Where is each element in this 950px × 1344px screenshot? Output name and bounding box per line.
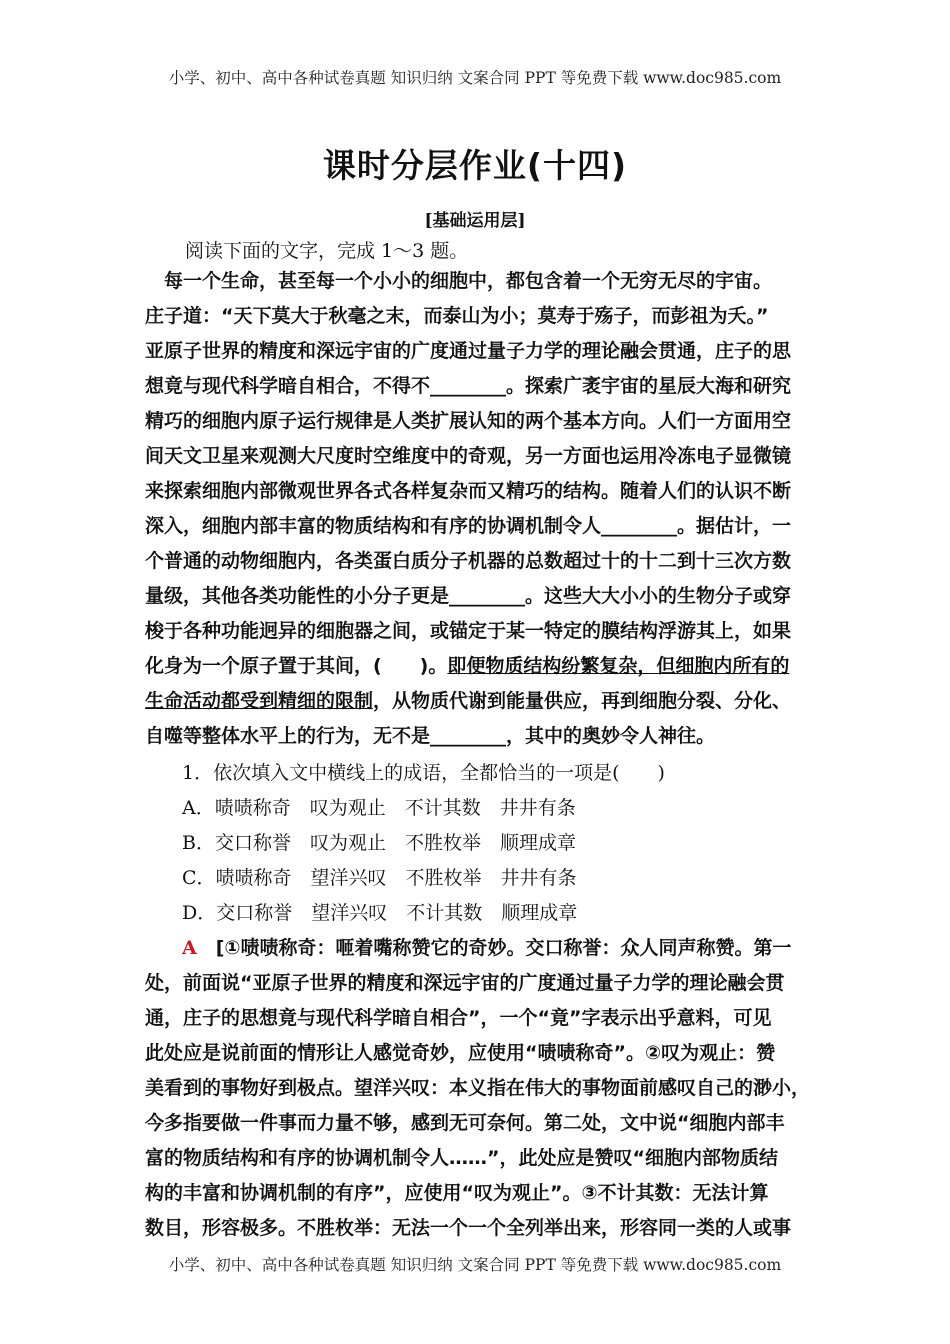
passage-line: 个普通的动物细胞内，各类蛋白质分子机器的总数超过十的十二到十三次方数 <box>145 550 792 572</box>
passage-line: 深入，细胞内部丰富的物质结构和有序的协调机制令人________。据估计，一 <box>145 515 792 537</box>
passage-line: 来探索细胞内部微观世界各式各样复杂而又精巧的结构。随着人们的认识不断 <box>145 480 792 502</box>
answer-text: [①啧啧称奇：咂着嘴称赞它的奇妙。交口称誉：众人同声称赞。第一 <box>196 937 792 959</box>
passage-line: 精巧的细胞内原子运行规律是人类扩展认知的两个基本方向。人们一方面用空 <box>145 410 792 432</box>
page-footer: 小学、初中、高中各种试卷真题 知识归纳 文案合同 PPT 等免费下载 www.doc985.com <box>168 1256 782 1274</box>
passage-line: 间天文卫星来观测大尺度时空维度中的奇观，另一方面也运用冷冻电子显微镜 <box>145 445 792 467</box>
underlined-sentence: 生命活动都受到精细的限制 <box>145 690 374 712</box>
section-level-label: [基础运用层] <box>424 211 526 231</box>
passage-line <box>145 688 810 714</box>
answer-line: 处，前面说“亚原子世界的精度和深远宇宙的广度通过量子力学的理论融会贯 <box>145 972 785 994</box>
option-c: C．啧啧称奇 望洋兴叹 不胜枚举 井井有条 <box>182 867 577 889</box>
answer-letter: A <box>182 937 197 959</box>
passage-line: 自噬等整体水平上的行为，无不是________，其中的奥妙令人神往。 <box>145 725 716 747</box>
passage-text: ，从物质代谢到能量供应，再到细胞分裂、分化、 <box>373 690 792 712</box>
answer-line: 通，庄子的思想竟与现代科学暗自相合”，一个“竟”字表示出乎意料，可见 <box>145 1007 772 1029</box>
passage-text: 化身为一个原子置于其间，( )。 <box>145 655 448 677</box>
passage-line: 每一个生命，甚至每一个小小的细胞中，都包含着一个无穷无尽的宇宙。 <box>145 270 773 292</box>
answer-line: 富的物质结构和有序的协调机制令人……”，此处应是赞叹“细胞内部物质结 <box>145 1147 778 1169</box>
passage-line: 庄子道：“天下莫大于秋毫之末，而泰山为小；莫寿于殇子，而彭祖为夭。” <box>145 305 769 327</box>
passage-line: 梭于各种功能迥异的细胞器之间，或锚定于某一特定的膜结构浮游其上，如果 <box>145 620 792 642</box>
option-a: A．啧啧称奇 叹为观止 不计其数 井井有条 <box>182 797 576 819</box>
underlined-sentence: 即便物质结构纷繁复杂，但细胞内所有的 <box>447 655 790 677</box>
answer-line: 数目，形容极多。不胜枚举：无法一个一个全列举出来，形容同一类的人或事 <box>145 1217 792 1239</box>
answer-line: 美看到的事物好到极点。望洋兴叹：本义指在伟大的事物面前感叹自己的渺小， <box>145 1077 810 1099</box>
passage-line <box>145 653 810 679</box>
answer-line <box>182 935 812 961</box>
page-header: 小学、初中、高中各种试卷真题 知识归纳 文案合同 PPT 等免费下载 www.doc985.com <box>168 69 782 87</box>
answer-line: 此处应是说前面的情形让人感觉奇妙，应使用“啧啧称奇”。②叹为观止：赞 <box>145 1042 776 1064</box>
answer-line: 构的丰富和协调机制的有序”，应使用“叹为观止”。③不计其数：无法计算 <box>145 1182 769 1204</box>
passage-line: 想竟与现代科学暗自相合，不得不________。探索广袤宇宙的星辰大海和研究 <box>145 375 792 397</box>
page-title: 课时分层作业(十四) <box>322 146 628 185</box>
question-stem: 1．依次填入文中横线上的成语，全都恰当的一项是( ) <box>182 762 665 784</box>
passage-line: 亚原子世界的精度和深远宇宙的广度通过量子力学的理论融会贯通，庄子的思 <box>145 340 792 362</box>
reading-instruction: 阅读下面的文字，完成 1～3 题。 <box>185 240 469 262</box>
passage-line: 量级，其他各类功能性的小分子更是________。这些大大小小的生物分子或穿 <box>145 585 792 607</box>
answer-line: 今多指要做一件事而力量不够，感到无可奈何。第二处，文中说“细胞内部丰 <box>145 1112 785 1134</box>
option-b: B．交口称誉 叹为观止 不胜枚举 顺理成章 <box>182 832 576 854</box>
option-d: D．交口称誉 望洋兴叹 不计其数 顺理成章 <box>182 902 578 924</box>
